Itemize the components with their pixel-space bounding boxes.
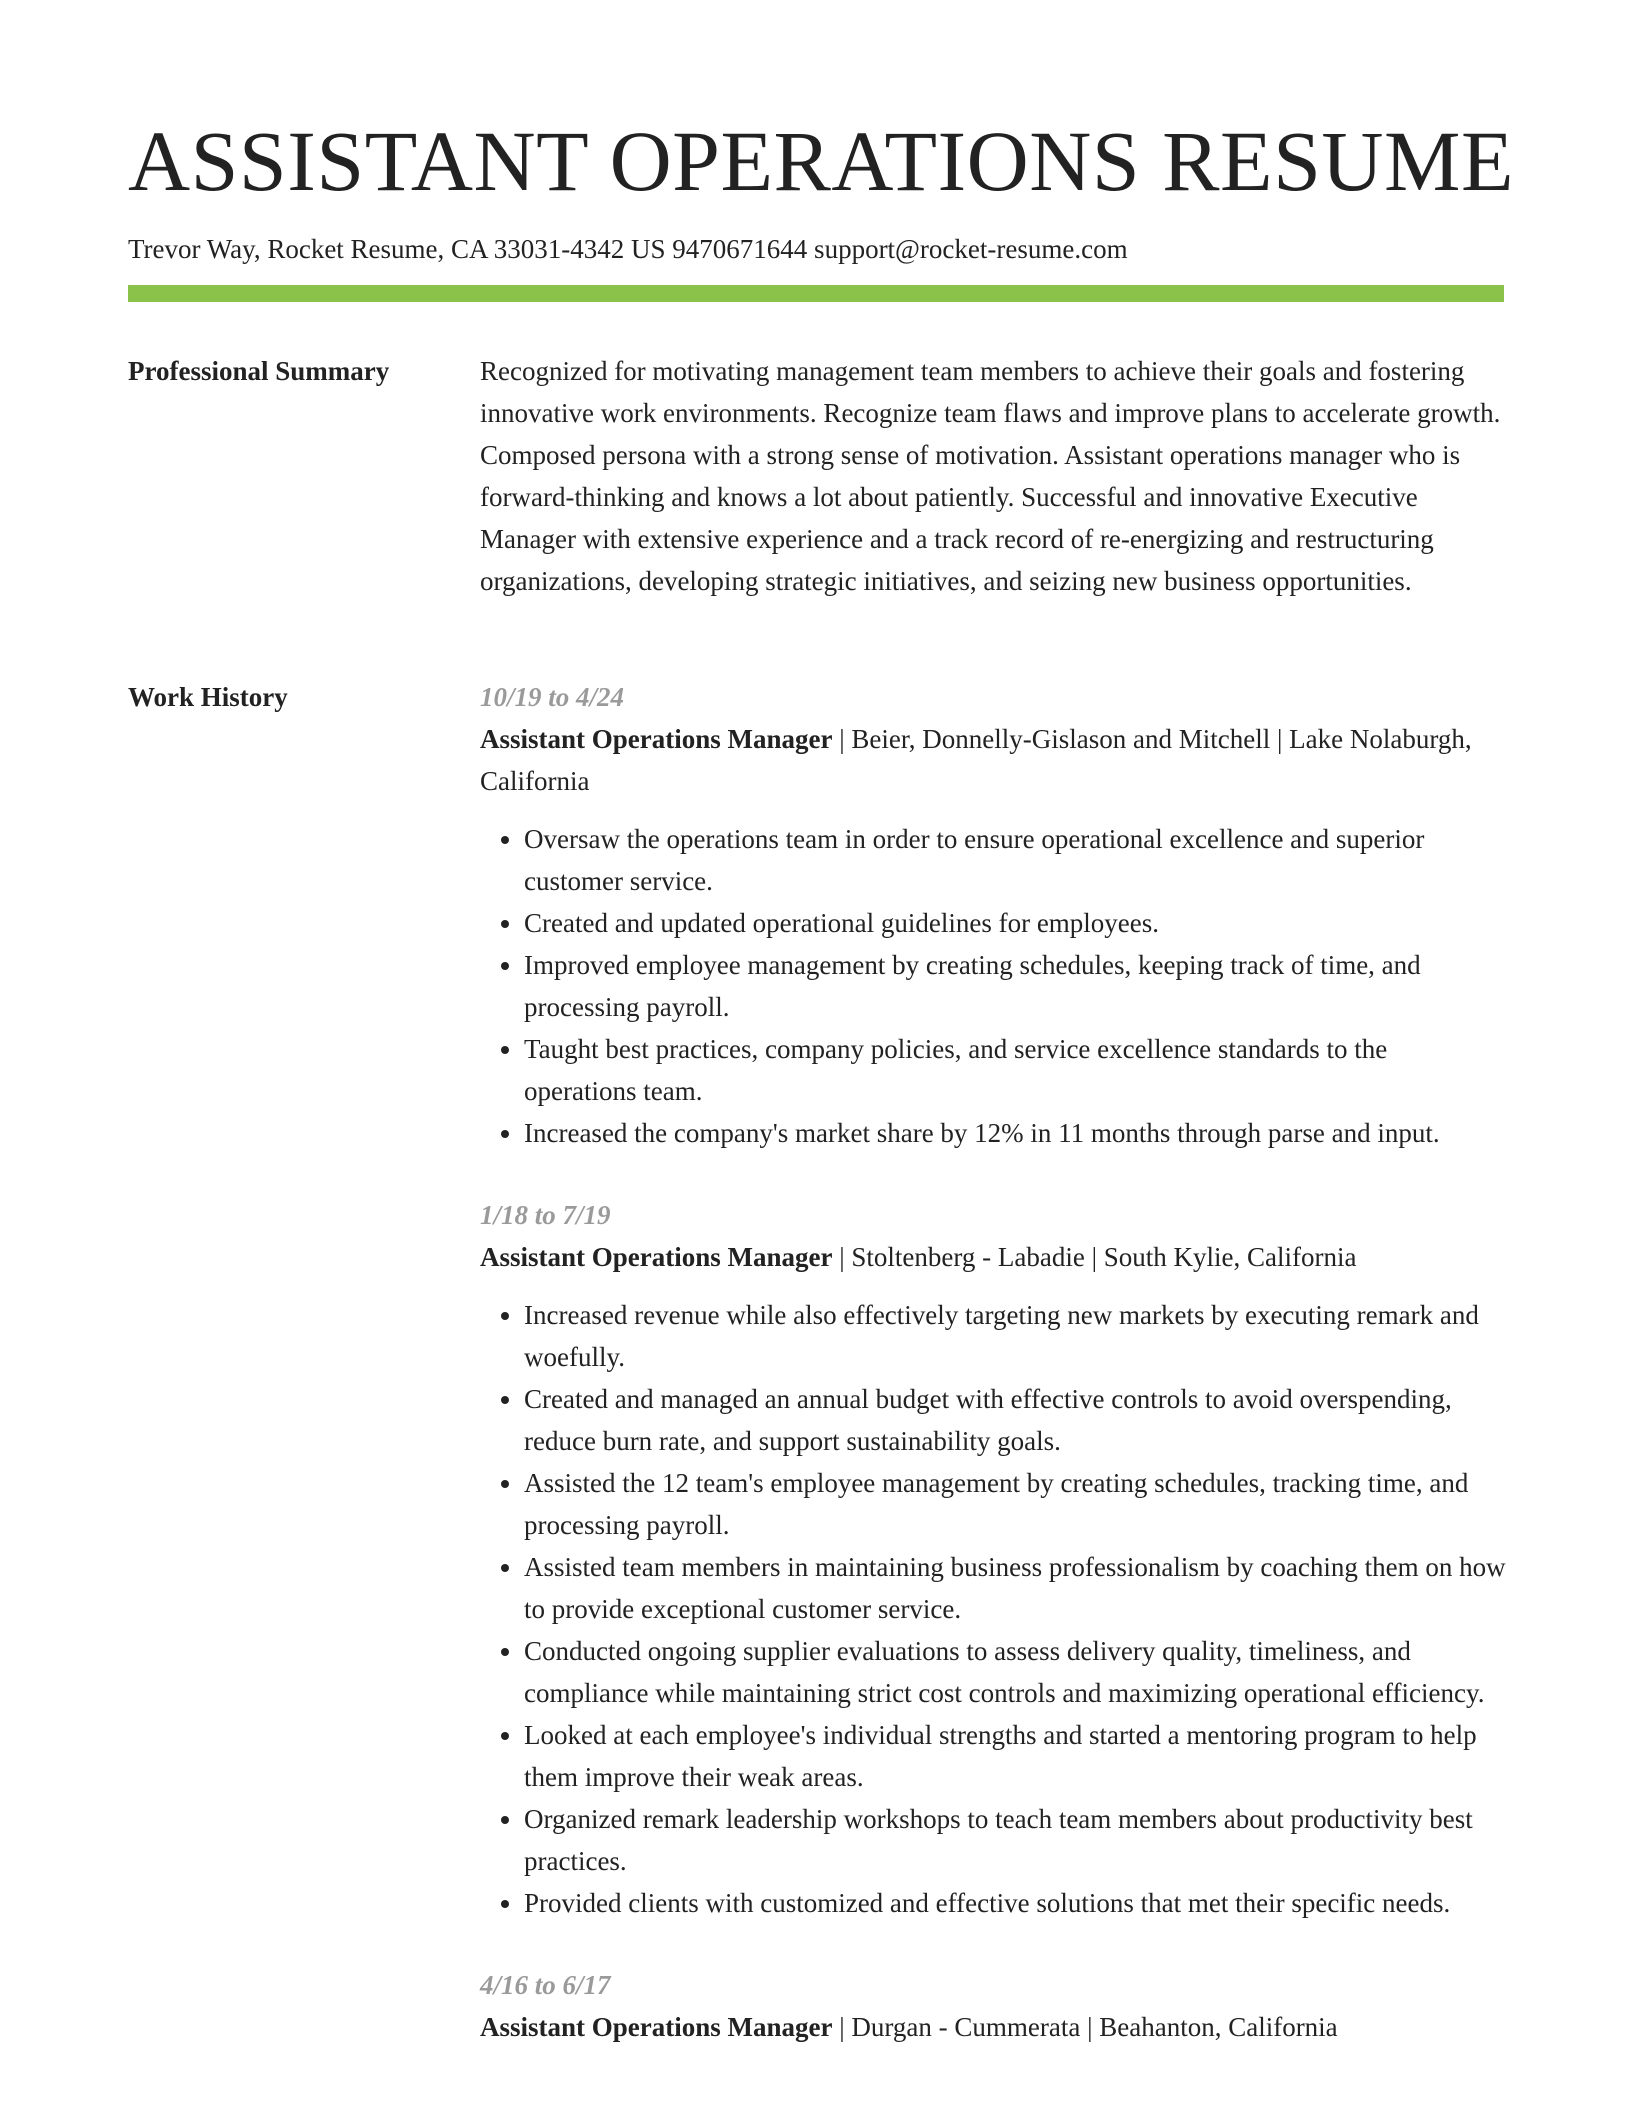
job-dates: 1/18 to 7/19 [480,1200,611,1230]
job-bullet: • Improved employee management by creating schedules, keeping track of time, and processing payroll. [524,944,1506,1028]
job-details: | Stoltenberg - Labadie | South Kylie, California [832,1242,1357,1272]
work-history-heading: Work History [128,682,288,712]
job-entry [480,676,1506,1154]
job-title: Assistant Operations Manager [480,2012,833,2042]
job-details: | Beier, Donnelly-Gislason and Mitchell | Lake Nolaburgh, California [480,724,1472,796]
job-bullet: • Increased the company's market share by 12% in 11 months through parse and input. [524,1112,1506,1154]
resume-title: ASSISTANT OPERATIONS RESUME [128,113,1515,209]
job-heading [480,718,1506,802]
job-bullets [480,1294,1506,1924]
job-entry [480,1964,1506,2048]
contact-line: Trevor Way, Rocket Resume, CA 33031-4342 US 9470671644 support@rocket-resume.com [128,234,1128,264]
job-title: Assistant Operations Manager [480,1242,833,1272]
job-dates: 10/19 to 4/24 [480,682,625,712]
accent-divider [128,285,1504,302]
job-bullet: • Increased revenue while also effectively targeting new markets by executing remark and woefully. [524,1294,1506,1378]
job-bullet: • Conducted ongoing supplier evaluations to assess delivery quality, timeliness, and compliance while maintaining strict cost controls and maximizing operational efficiency. [524,1630,1506,1714]
summary-text: Recognized for motivating management team members to achieve their goals and fostering innovative work environments. Recognize team flaws and improve plans to accelerate growth. Composed persona with a strong sense of motivation. Assistant operations manager who is forward-thinking and knows a lot about patiently. Successful and innovative Executive Manager with extensive experience and a track record of re-energizing and restructuring organizations, developing strategic initiatives, and seizing new business opportunities. [480,356,1501,596]
job-dates: 4/16 to 6/17 [480,1970,611,2000]
summary-heading: Professional Summary [128,356,390,386]
job-bullet: • Looked at each employee's individual strengths and started a mentoring program to help them improve their weak areas. [524,1714,1506,1798]
job-details: | Durgan - Cummerata | Beahanton, California [832,2012,1338,2042]
job-entry [480,1194,1506,1924]
work-history-section [480,676,1506,2088]
summary-section [480,350,1506,602]
job-bullet: • Provided clients with customized and effective solutions that met their specific needs. [524,1882,1506,1924]
job-bullet: • Taught best practices, company policies, and service excellence standards to the operations team. [524,1028,1506,1112]
job-bullet: • Assisted team members in maintaining business professionalism by coaching them on how to provide exceptional customer service. [524,1546,1506,1630]
job-bullet: • Created and managed an annual budget with effective controls to avoid overspending, reduce burn rate, and support sustainability goals. [524,1378,1506,1462]
job-bullet: • Created and updated operational guidelines for employees. [524,902,1506,944]
job-bullet: • Organized remark leadership workshops to teach team members about productivity best practices. [524,1798,1506,1882]
job-bullets [480,818,1506,1154]
job-heading [480,2006,1506,2048]
job-bullet: • Assisted the 12 team's employee management by creating schedules, tracking time, and processing payroll. [524,1462,1506,1546]
job-heading [480,1236,1506,1278]
job-bullet: • Oversaw the operations team in order to ensure operational excellence and superior customer service. [524,818,1506,902]
job-title: Assistant Operations Manager [480,724,833,754]
